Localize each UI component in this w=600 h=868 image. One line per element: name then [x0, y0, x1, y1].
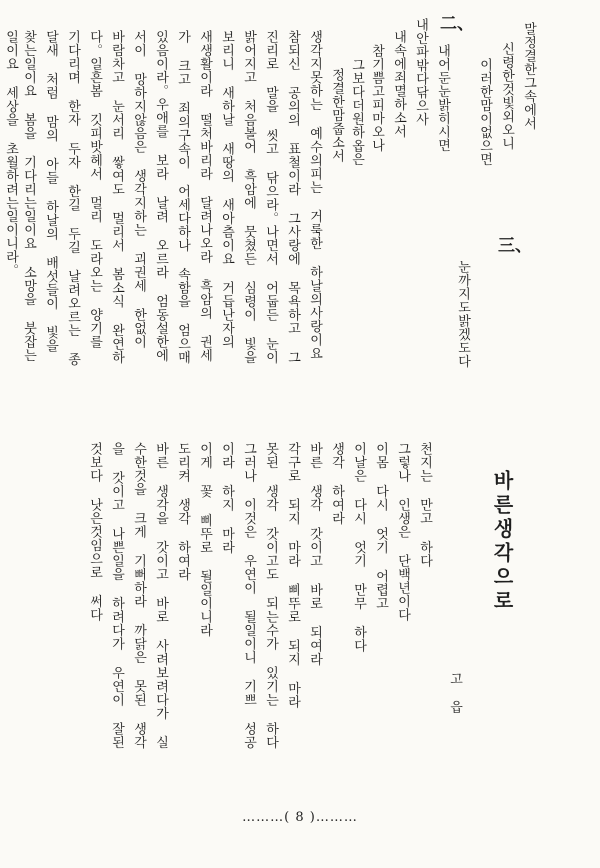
poem-line: 정결한맘줍소서 — [329, 68, 344, 163]
essay-title: 바른생각으로 — [490, 470, 514, 614]
essay-line: 바른 생각을 갓이고 바로 사려보려다가 실 — [153, 442, 168, 749]
essay-line: 을 갓이고 나쁜일을 하려다가 우연이 잘된 — [109, 442, 124, 749]
prose-line: 일이요 세상을 초월하려는일이니라。 — [3, 30, 18, 277]
essay-line: 못된 생각 갓이고도 되는수가 있기는 하다 — [263, 442, 278, 749]
prose-line: 진리로 말을 씻고 닦으라。나면서 어둡든 눈이 — [263, 30, 278, 364]
prose-line: 서이 망하지않음은 생각지하는 괴권세 한없이 — [131, 30, 146, 349]
poem-line: 내어둔눈밝히시면 — [435, 44, 450, 152]
essay-line: 이라 하지 마라 — [219, 442, 234, 554]
prose-line: 보리니 새하날 새땅의 새아츰이요 거듭난자의 — [219, 30, 234, 349]
essay-author: 고 읍 — [447, 672, 462, 713]
prose-line: 밝어지고 처음볼어 흑암에 뭇쳤든 심령이 빛을 — [241, 30, 256, 364]
essay-line: 이몸 다시 엇기 어렵고 — [373, 442, 388, 610]
poem-line: 그보다더원하옵은 — [349, 58, 364, 166]
essay-line: 천지는 만고 하다 — [417, 442, 432, 568]
poem-line: 눈까지도밝겠도다 — [455, 260, 470, 368]
poem-line: 내안파밖다닦으사 — [413, 18, 428, 126]
prose-line: 있음이라。우애를 보라 날려 오르라 엄동설한에 — [153, 30, 168, 362]
prose-line: 달새 처럼 맘의 아들 하날의 배섯들이 빛을 — [43, 30, 58, 353]
prose-line: 찾는일이요 봄을 기다리는일이요 소망을 붓잡는 — [21, 30, 36, 362]
essay-line: 도리켜 생각 하여라 — [175, 442, 190, 581]
prose-line: 참되신 공의의 표철이라 그사랑에 목욕하고 그 — [285, 30, 300, 364]
essay-line: 것보다 낫은것임으로 써다 — [87, 442, 102, 622]
essay-line: 이날은 다시 엇기 만무 하다 — [351, 442, 366, 653]
stanza-three-number: 三、 — [498, 236, 532, 256]
prose-line: 다。일흔봄 깃피밧헤서 멀리 도라오는 양기를 — [87, 30, 102, 349]
essay-line: 수한것을 크게 기뻐하라 까닭은 못된 생각 — [131, 442, 146, 749]
essay-line: 그렇나 인생은 단백년이다 — [395, 442, 410, 622]
essay-line: 바른 생각 갓이고 바로 되여라 — [307, 442, 322, 666]
prose-line: 생각지못하는 예수의피는 거룩한 하날의사랑이요 — [307, 30, 322, 360]
prose-line: 기다리며 한자 두자 한길 두길 날려오르는 종 — [65, 30, 80, 366]
prose-line: 바람차고 눈서리 쌓여도 멀리서 봄소식 완연하 — [109, 30, 124, 364]
poem-line: 내속에죄멸하소서 — [391, 30, 406, 138]
prose-line: 새생활이라 떨처바리라 달려나오라 흑암의 권세 — [197, 30, 212, 362]
essay-line: 생각 하여라 — [329, 442, 344, 525]
essay-line: 각구로 되지 마라 삐뚜로 되지 마라 — [285, 442, 300, 709]
poem-line: 참기쁨고피마오나 — [369, 44, 384, 152]
poem-line: 말정결한그속에서 — [521, 22, 536, 130]
essay-line: 그러나 이것은 우연이 될일이니 기쁘 성공 — [241, 442, 256, 749]
prose-line: 가 크고 죄의구속이 어세다하나 속함을 엄으매 — [175, 30, 190, 364]
essay-line: 이게 꽃 삐뚜로 될일이니라 — [197, 442, 212, 637]
poem-line: 신령한것빛외오니 — [499, 42, 514, 150]
poem-line: 이러한맘이없으면 — [477, 58, 492, 166]
page-number: ………( 8 )……… — [242, 810, 358, 825]
stanza-two-number: 二、 — [440, 14, 474, 34]
